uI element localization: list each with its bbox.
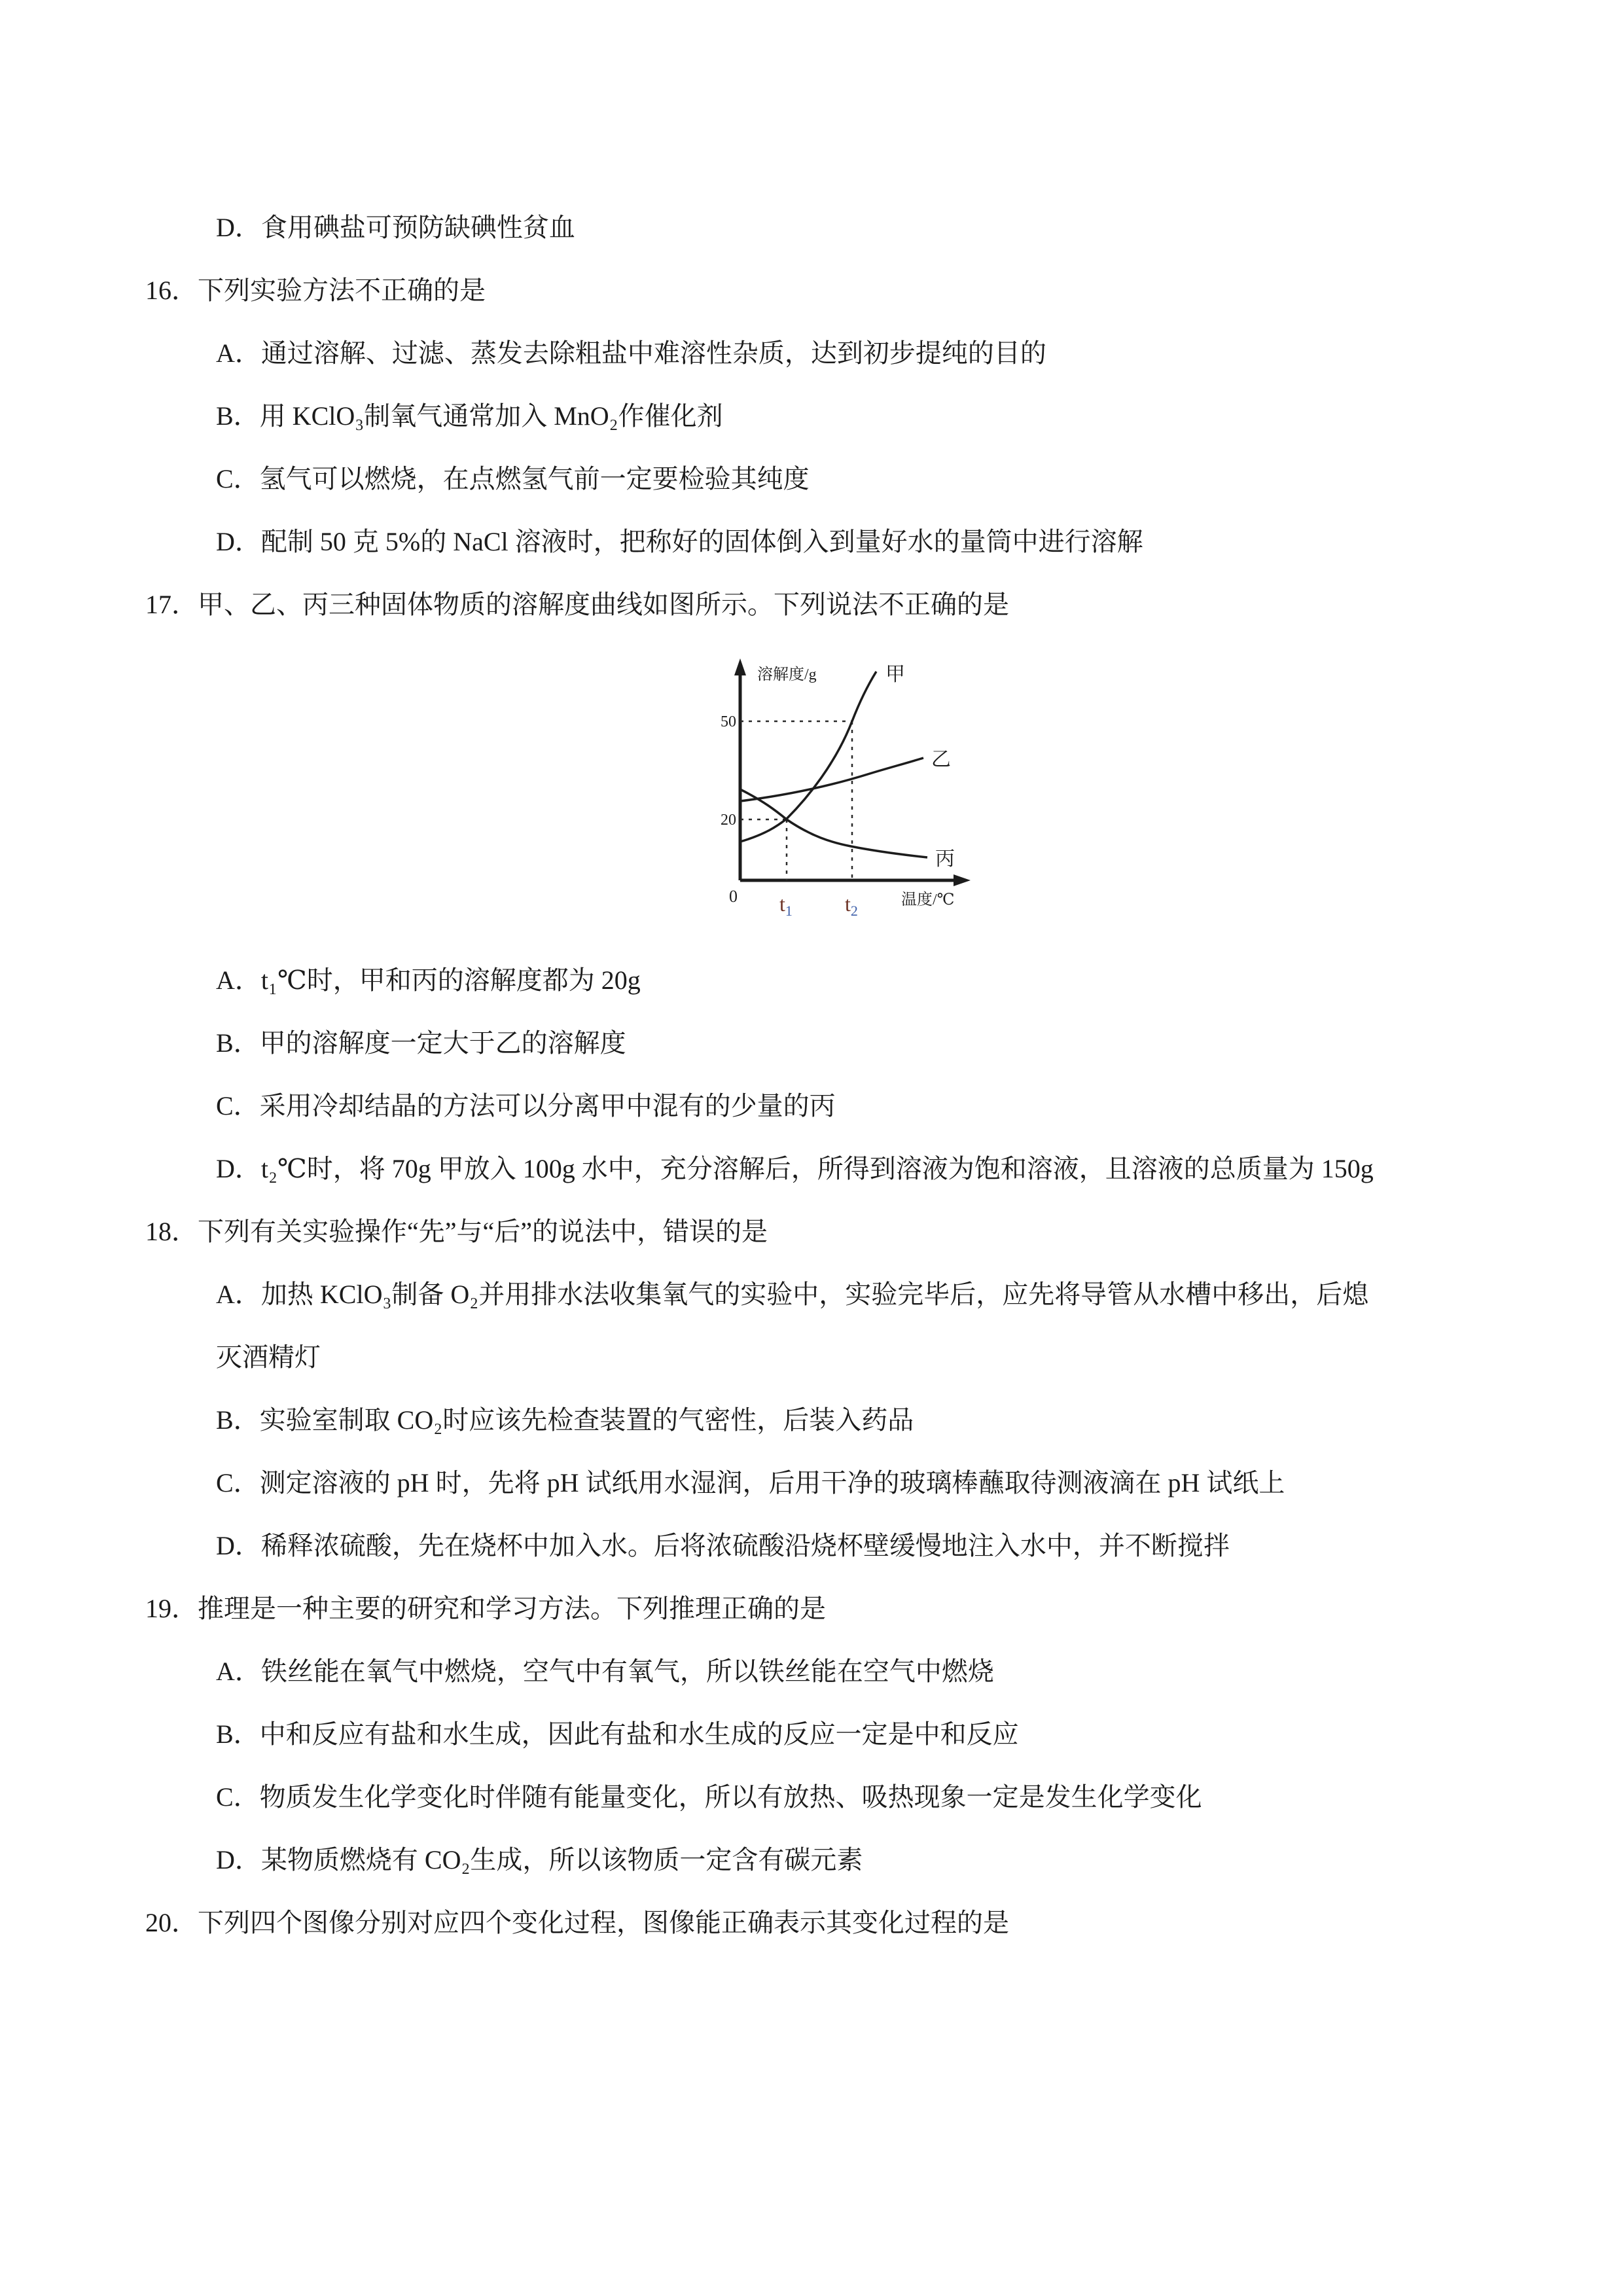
- series-label-bing: 丙: [935, 848, 955, 870]
- q18-option-b: B．实验室制取 CO₂时应该先检查装置的气密性，后装入药品: [216, 1405, 914, 1435]
- q17-option-b: B．甲的溶解度一定大于乙的溶解度: [216, 1028, 626, 1058]
- q18-option-d: D．稀释浓硫酸，先在烧杯中加入水。后将浓硫酸沿烧杯壁缓慢地注入水中，并不断搅拌: [216, 1531, 1230, 1560]
- x-tick-t2: $t_2$: [845, 892, 858, 919]
- y-axis-arrow-icon: [734, 658, 746, 675]
- q19-option-b: B．中和反应有盐和水生成，因此有盐和水生成的反应一定是中和反应: [216, 1719, 1019, 1749]
- q17-option-d: D．t₂℃时，将 70g 甲放入 100g 水中，充分溶解后，所得到溶液为饱和溶液，且溶液的总质量为 150g: [216, 1154, 1374, 1183]
- q19-option-c: C．物质发生化学变化时伴随有能量变化，所以有放热、吸热现象一定是发生化学变化: [216, 1782, 1202, 1812]
- curve-bing: [740, 789, 927, 857]
- series-label-yi: 乙: [931, 749, 951, 770]
- guide-20-t1: [740, 819, 787, 880]
- q17-option-a: A．t₁℃时，甲和丙的溶解度都为 20g: [216, 965, 641, 995]
- q18-option-c: C．测定溶液的 pH 时，先将 pH 试纸用水湿润，后用干净的玻璃棒蘸取待测液滴在 pH 试纸上: [216, 1468, 1285, 1498]
- x-tick-t1: $t_1$: [779, 892, 793, 919]
- q18-option-a: A．加热 KClO₃制备 O₂并用排水法收集氧气的实验中，实验完毕后，应先将导管从水槽中移出，后熄: [216, 1280, 1369, 1309]
- y-tick-50: 50: [721, 713, 736, 730]
- solubility-chart: [710, 648, 1011, 929]
- x-axis-arrow-icon: [954, 874, 971, 886]
- x-axis-label: 温度/℃: [901, 891, 955, 908]
- q19-option-a: A．铁丝能在氧气中燃烧，空气中有氧气，所以铁丝能在空气中燃烧: [216, 1657, 994, 1686]
- curve-yi: [740, 758, 923, 801]
- q16-option-b: B．用 KClO₃制氧气通常加入 MnO₂作催化剂: [216, 401, 723, 431]
- question-17: 17．甲、乙、丙三种固体物质的溶解度曲线如图所示。下列说法不正确的是: [145, 590, 1009, 619]
- q16-option-d: D．配制 50 克 5%的 NaCl 溶液时，把称好的固体倒入到量好水的量筒中进行溶解: [216, 527, 1143, 556]
- q17-option-c: C．采用冷却结晶的方法可以分离甲中混有的少量的丙: [216, 1091, 836, 1121]
- q18-option-a-cont: 灭酒精灯: [216, 1342, 321, 1372]
- curve-jia: [740, 672, 876, 842]
- q16-option-c: C．氢气可以燃烧，在点燃氢气前一定要检验其纯度: [216, 464, 810, 493]
- question-18: 18．下列有关实验操作“先”与“后”的说法中，错误的是: [145, 1217, 768, 1246]
- y-tick-20: 20: [721, 812, 736, 829]
- q16-option-a: A．通过溶解、过滤、蒸发去除粗盐中难溶性杂质，达到初步提纯的目的: [216, 338, 1046, 368]
- origin-label: 0: [729, 887, 738, 906]
- guide-50-t2: [740, 721, 852, 880]
- y-axis-label: 溶解度/g: [757, 666, 817, 683]
- q15-option-d: D．食用碘盐可预防缺碘性贫血: [216, 213, 575, 242]
- question-16: 16．下列实验方法不正确的是: [145, 276, 486, 305]
- question-20: 20．下列四个图像分别对应四个变化过程，图像能正确表示其变化过程的是: [145, 1908, 1009, 1937]
- solubility-curve-figure: [710, 648, 1011, 929]
- series-label-jia: 甲: [885, 664, 905, 685]
- q19-option-d: D．某物质燃烧有 CO₂生成，所以该物质一定含有碳元素: [216, 1845, 863, 1874]
- question-19: 19．推理是一种主要的研究和学习方法。下列推理正确的是: [145, 1594, 826, 1623]
